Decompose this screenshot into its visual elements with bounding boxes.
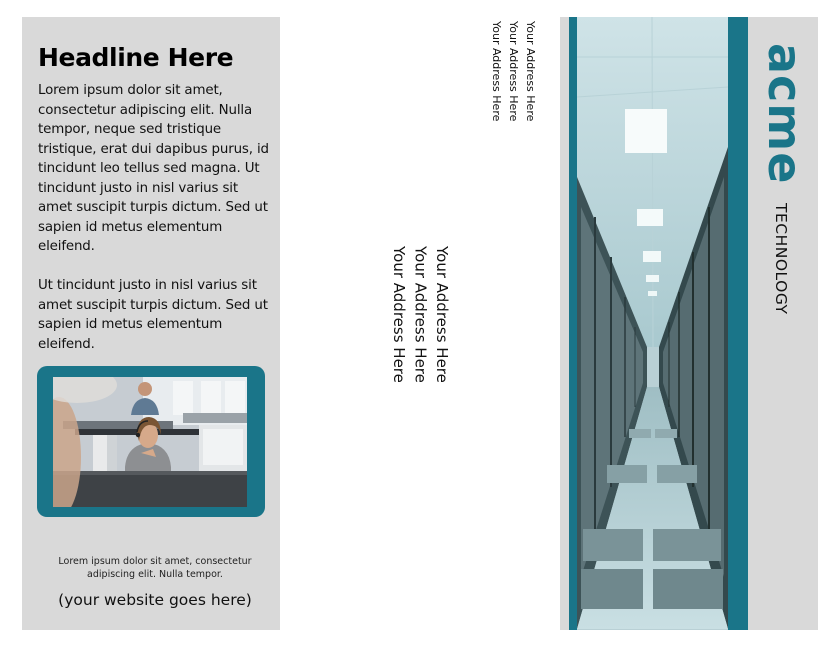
address-line: Your Address Here [490, 21, 503, 122]
right-panel [560, 17, 818, 630]
address-block-large [388, 246, 452, 406]
datacenter-photo [577, 17, 728, 630]
address-line: Your Address Here [524, 21, 537, 122]
address-block-small [490, 21, 539, 141]
headline: Headline Here [38, 43, 234, 72]
photo-frame [37, 366, 265, 517]
address-line: Your Address Here [411, 246, 430, 383]
body-paragraph-2: Ut tincidunt justo in nisl varius sit amet suscipit turpis dictum. Sed ut sapien id metus elementum eleifend. [38, 278, 268, 352]
brand-name: acme [758, 43, 812, 185]
brand-tagline: TECHNOLOGY [772, 203, 790, 315]
office-photo [53, 377, 247, 507]
body-paragraph-1: Lorem ipsum dolor sit amet, consectetur adipiscing elit. Nulla tempor, neque sed tristique tristique, erat dui dapibus purus, id tincidunt leo tellus sed magna. Ut tincidunt justo in nisl varius sit amet suscipit turpis dictum. Sed ut sapien id metus elementum eleifend. [38, 83, 269, 254]
website-text: (your website goes here) [58, 591, 252, 609]
address-line: Your Address Here [390, 246, 408, 383]
small-text: Lorem ipsum dolor sit amet, consectetur adipiscing elit. Nulla tempor. [58, 556, 252, 580]
address-line: Your Address Here [433, 246, 451, 383]
address-line: Your Address Here [507, 21, 520, 122]
left-panel [22, 17, 280, 630]
body-text [38, 81, 274, 374]
